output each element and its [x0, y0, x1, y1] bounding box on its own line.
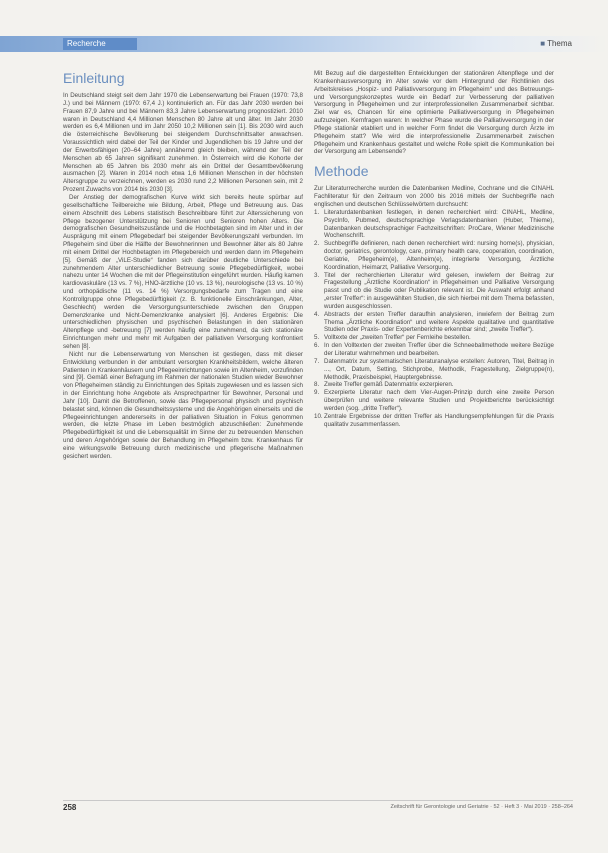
section-label: Recherche — [63, 38, 137, 50]
footer-divider — [63, 800, 573, 801]
step-text: Titel der recherchierten Literatur wird gelesen, inwiefern der Beitrag zur Fragestellung „Ärztliche Koordination“ in Pflegeheimen und Palliative Versorgung passt und ob die Studie oder Publikation relevant ist. Die Auswahl erfolgt anhand „erster Treffer“: in ausgewählten Studien, die sich hierbei mit dem Thema befassten, wurden ausgeschlossen. — [324, 271, 554, 310]
page-footer — [63, 803, 573, 813]
list-item — [314, 334, 554, 342]
step-text: Datenmatrix zur systematischen Literaturanalyse erstellen: Autoren, Titel, Beitrag in ..., Ort, Datum, Setting, Stichprobe, Methodik, Fragestellung, Zielgruppe(n), Methodik, Praxisbeispiel, Hauptergebnisse. — [324, 357, 554, 381]
footer-citation: Zeitschrift für Gerontologie und Geriatrie · 52 · Heft 3 · Mai 2019 · 258–264 — [390, 804, 573, 810]
list-item — [314, 381, 554, 389]
list-item — [314, 413, 554, 429]
list-item — [314, 311, 554, 335]
step-number: 6. — [314, 342, 320, 350]
step-text: Suchbegriffe definieren, nach denen recherchiert wird: nursing home(s), physician, doctor, geriatrics, gerontology, care, primary health care, cooperation, coordination, Geriatrie, Pflegeheim(e), Altenheim(e), integrierte Versorgung, Ärztliche Koordination, Heimarzt, Palliative Versorgung. — [324, 240, 554, 271]
heading-einleitung: Einleitung — [63, 70, 125, 86]
paragraph: In Deutschland steigt seit dem Jahr 1970 die Lebenserwartung bei Frauen (1970: 73,8 J.) und bei Männern (1970: 67,4 J.) kontinuierlich an. Für das Jahr 2030 werden bei Frauen 87,9 Jahre und bei Männern 83,3 Jahre Lebenserwartung prognostiziert. 2010 waren in Deutschland 4,4 Millionen Menschen 80 Jahre alt und älter. Im Jahr 2030 werden es 6,4 Millionen und im Jahr 2050 10,2 Millionen sein [1]. Bis 2030 wird auch die österreichische Bevölkerung bei steigendem Durchschnittsalter anwachsen. Voraussichtlich wird dabei der Teil der Kinder und Jugendlichen bis 19 Jahre und der der Erwerbsfähigen (20–64 Jahre) annähernd gleich bleiben, während der Teil der Menschen ab 65 Jahren signifikant zunehmen. In Österreich wird die Kohorte der Menschen ab 65 Jahren bis 2030 mehr als ein Drittel der Gesamtbevölkerung ausmachen [2]. Waren in 2014 noch etwa 1,6 Millionen Menschen in der höchsten Altersgruppe zu verzeichnen, werden es 2030 rund 2,2 Millionen Personen sein, mit 2 Prozent Zuwachs von 2014 bis 2030 [3]. — [63, 92, 303, 194]
paragraph: Nicht nur die Lebenserwartung von Menschen ist gestiegen, dass mit dieser Entwicklung verbunden in der ambulant versorgten Krankheitsbildern, welche älteren Patienten in Krankenhäusern und Pflegeeinrichtungen sowie im Altenheim, vorzufinden sind [9]. Gemäß einer Befragung im Rahmen der nationalen Studien wieder Bewohner von Pflegeheimen ständig zu Einrichtungen des Spitals zugewiesen und es lassen sich in der Einrichtung hohe Angebote als Ansprechpartner für Bewohner, Personal und Jahr [10]. Damit die Betroffenen, sowie das Pflegepersonal physisch und psychisch belastet sind, können die Gesundheitssysteme und die Angehörigen einerseits und die Pflegeeinrichtungen andererseits in der palliativen Situation in Fokus genommen werden, die letzte Phase im Leben bestmöglich abzuschließen: Zunehmende Pflegebedürftigkeit ist und die Lebensqualität im Sinne der zu betreuenden Menschen und deren Angehörigen sowie der Behandlung im Pflegeheim bzw. Krankenhaus für eine wirkungsvolle Betreuung durch medizinische und pflegerische Maßnahmen gesichert werden. — [63, 350, 303, 460]
heading-methode: Methode — [314, 163, 369, 180]
step-number: 3. — [314, 271, 320, 279]
step-number: 1. — [314, 208, 320, 216]
step-number: 10. — [314, 412, 323, 420]
left-column — [63, 70, 303, 461]
step-number: 7. — [314, 357, 320, 365]
step-number: 5. — [314, 334, 320, 342]
journal-mark — [540, 38, 572, 50]
step-text: Exzerpierte Literatur nach dem Vier-Augen-Prinzip durch eine zweite Person überprüfen und weitere relevante Studien und Projektberichte berücksichtigt werden (sog. „dritte Treffer“). — [324, 389, 554, 412]
step-text: Literaturdatenbanken festlegen, in denen recherchiert wird: CINAHL, Medline, PsycInfo, Pubmed, deutschsprachige Verlagsdatenbanken (Huber, Thieme), Datenbanken deutschsprachiger Fachzeitschriften: ProCare, Wiener Medizinische Wochenschrift. — [324, 208, 554, 240]
step-text: Abstracts der ersten Treffer daraufhin analysieren, inwiefern der Beitrag zum Thema „Ärztliche Koordination“ und weitere Aspekte qualitative und quantitative Studien oder Praxis- oder Expertenberichte erkennbar sind; „zweite Treffer“). — [324, 310, 554, 334]
method-steps — [314, 209, 554, 429]
list-item — [314, 342, 554, 358]
spacer — [314, 156, 554, 163]
step-number: 4. — [314, 310, 320, 318]
list-item — [314, 272, 554, 311]
step-text: In den Volltexten der zweiten Treffer über die Schneeballmethode weitere Bezüge der Literatur wahrnehmen und bearbeiten. — [324, 342, 554, 357]
step-number: 2. — [314, 240, 320, 248]
journal-mark-label: Thema — [547, 39, 572, 48]
square-icon: ■ — [540, 39, 546, 48]
list-item — [314, 240, 554, 271]
paragraph: Der Anstieg der demografischen Kurve wirkt sich bereits heute spürbar auf gesellschaftliche Teilbereiche wie Bildung, Arbeit, Pflege und Betreuung aus. Das einem Abschnitt des Lebens statistisch Beschreibbare führt zur Alterssicherung von Pflege bezogener Unterstützung bei Senioren und Senioren hohen Alters. Die demografischen Gesundheitszustände und die Hochbetagten sind im Alter und in der Ausprägung mit einem Pflegebedarf bei steigender Bevölkerungszahl verbunden. Im Pflegeheim sind über die Hälfte der Bewohnerinnen und Bewohner älter als 80 Jahre mit einem Drittel der Hochbetagten im Pflegebereich und werden dann im Pflegeheim [5]. Gemäß der „ViLE-Studie“ fanden sich darüber deutliche Unterschiede bei zunehmendem Alter unterschiedlicher Betreuung sowie Pflegebedürftigkeit, wobei nahezu unter 14 Wochen die mit der Pflegeinstitution eingeführt wurden. Häufig kamen kardiovaskuläre (13 vs. 7 %), HNO-ärztliche (10 vs. 13 %), neurologische (13 vs. 10 %) und orthopädische (11 vs. 14 %) Versorgungsbedarfe zum Tragen und eine Kontrollgruppe ohne Pflegebedürftigkeit (z. B. funktionelle Einschränkungen, Alter, Geschlecht) werden die Versorgungsunterschiede zwischen den Gruppen Demenzkranke und Nicht-Demenzkranke analysiert [6]. Anderes Ergebnis: Die unterschiedlichen physischen und psychischen Belastungen in den stationären Altenpflege und -betreuung [7] werden häufig eine zunehmend, da sich stationäre Einrichtungen mehr und mehr mit Aufgaben der palliativen Versorgung konfrontiert sehen [8]. — [63, 193, 303, 350]
step-number: 9. — [314, 389, 320, 397]
step-number: 8. — [314, 381, 320, 389]
right-column — [314, 70, 554, 428]
method-intro: Zur Literaturrecherche wurden die Datenbanken Medline, Cochrane und die CINAHL Fachliteratur für den Zeitraum von 2000 bis 2016 mittels der Suchbegriffe nach englischen und deutschen Schlüsselwörtern durchsucht: — [314, 185, 554, 208]
list-item — [314, 209, 554, 240]
intro-paragraph: Mit Bezug auf die dargestellten Entwicklungen der stationären Altenpflege und der Krankenhausversorgung im Alter sowie vor dem Hintergrund der Richtlinien des Arbeitskreises „Hospiz- und Palliativversorgung im Pflegeheim“ und des Betreuungs- und Versorgungskonzeptes wurde ein Bedarf zur Verbesserung der palliativen Versorgung in Pflegeheimen und zur interprofessionellen Zusammenarbeit sichtbar. Ziel war es, Chancen für eine optimierte Palliativversorgung in Pflegeheimen aufzuzeigen. Kernfragen waren: In welcher Phase wurde die Palliativversorgung in der Pflege stationär etabliert und in welcher Form findet die Versorgung durch Ärzte im Pflegeheim statt? Wie wird die interprofessionelle Zusammenarbeit zwischen Pflegeheim und Krankenhaus gestaltet und welche Rolle spielt die Kommunikation bei der Versorgung am Lebensende? — [314, 70, 554, 156]
step-text: Volltexte der „zweiten Treffer“ per Fernleihe bestellen. — [324, 334, 471, 342]
step-text: Zentrale Ergebnisse der dritten Treffer als Handlungsempfehlungen für die Praxis qualitativ zusammenfassen. — [324, 412, 554, 428]
page-number: 258 — [63, 803, 77, 812]
list-item — [314, 358, 554, 382]
list-item — [314, 389, 554, 413]
step-text: Zweite Treffer gemäß Datenmatrix exzerpieren. — [324, 381, 454, 389]
